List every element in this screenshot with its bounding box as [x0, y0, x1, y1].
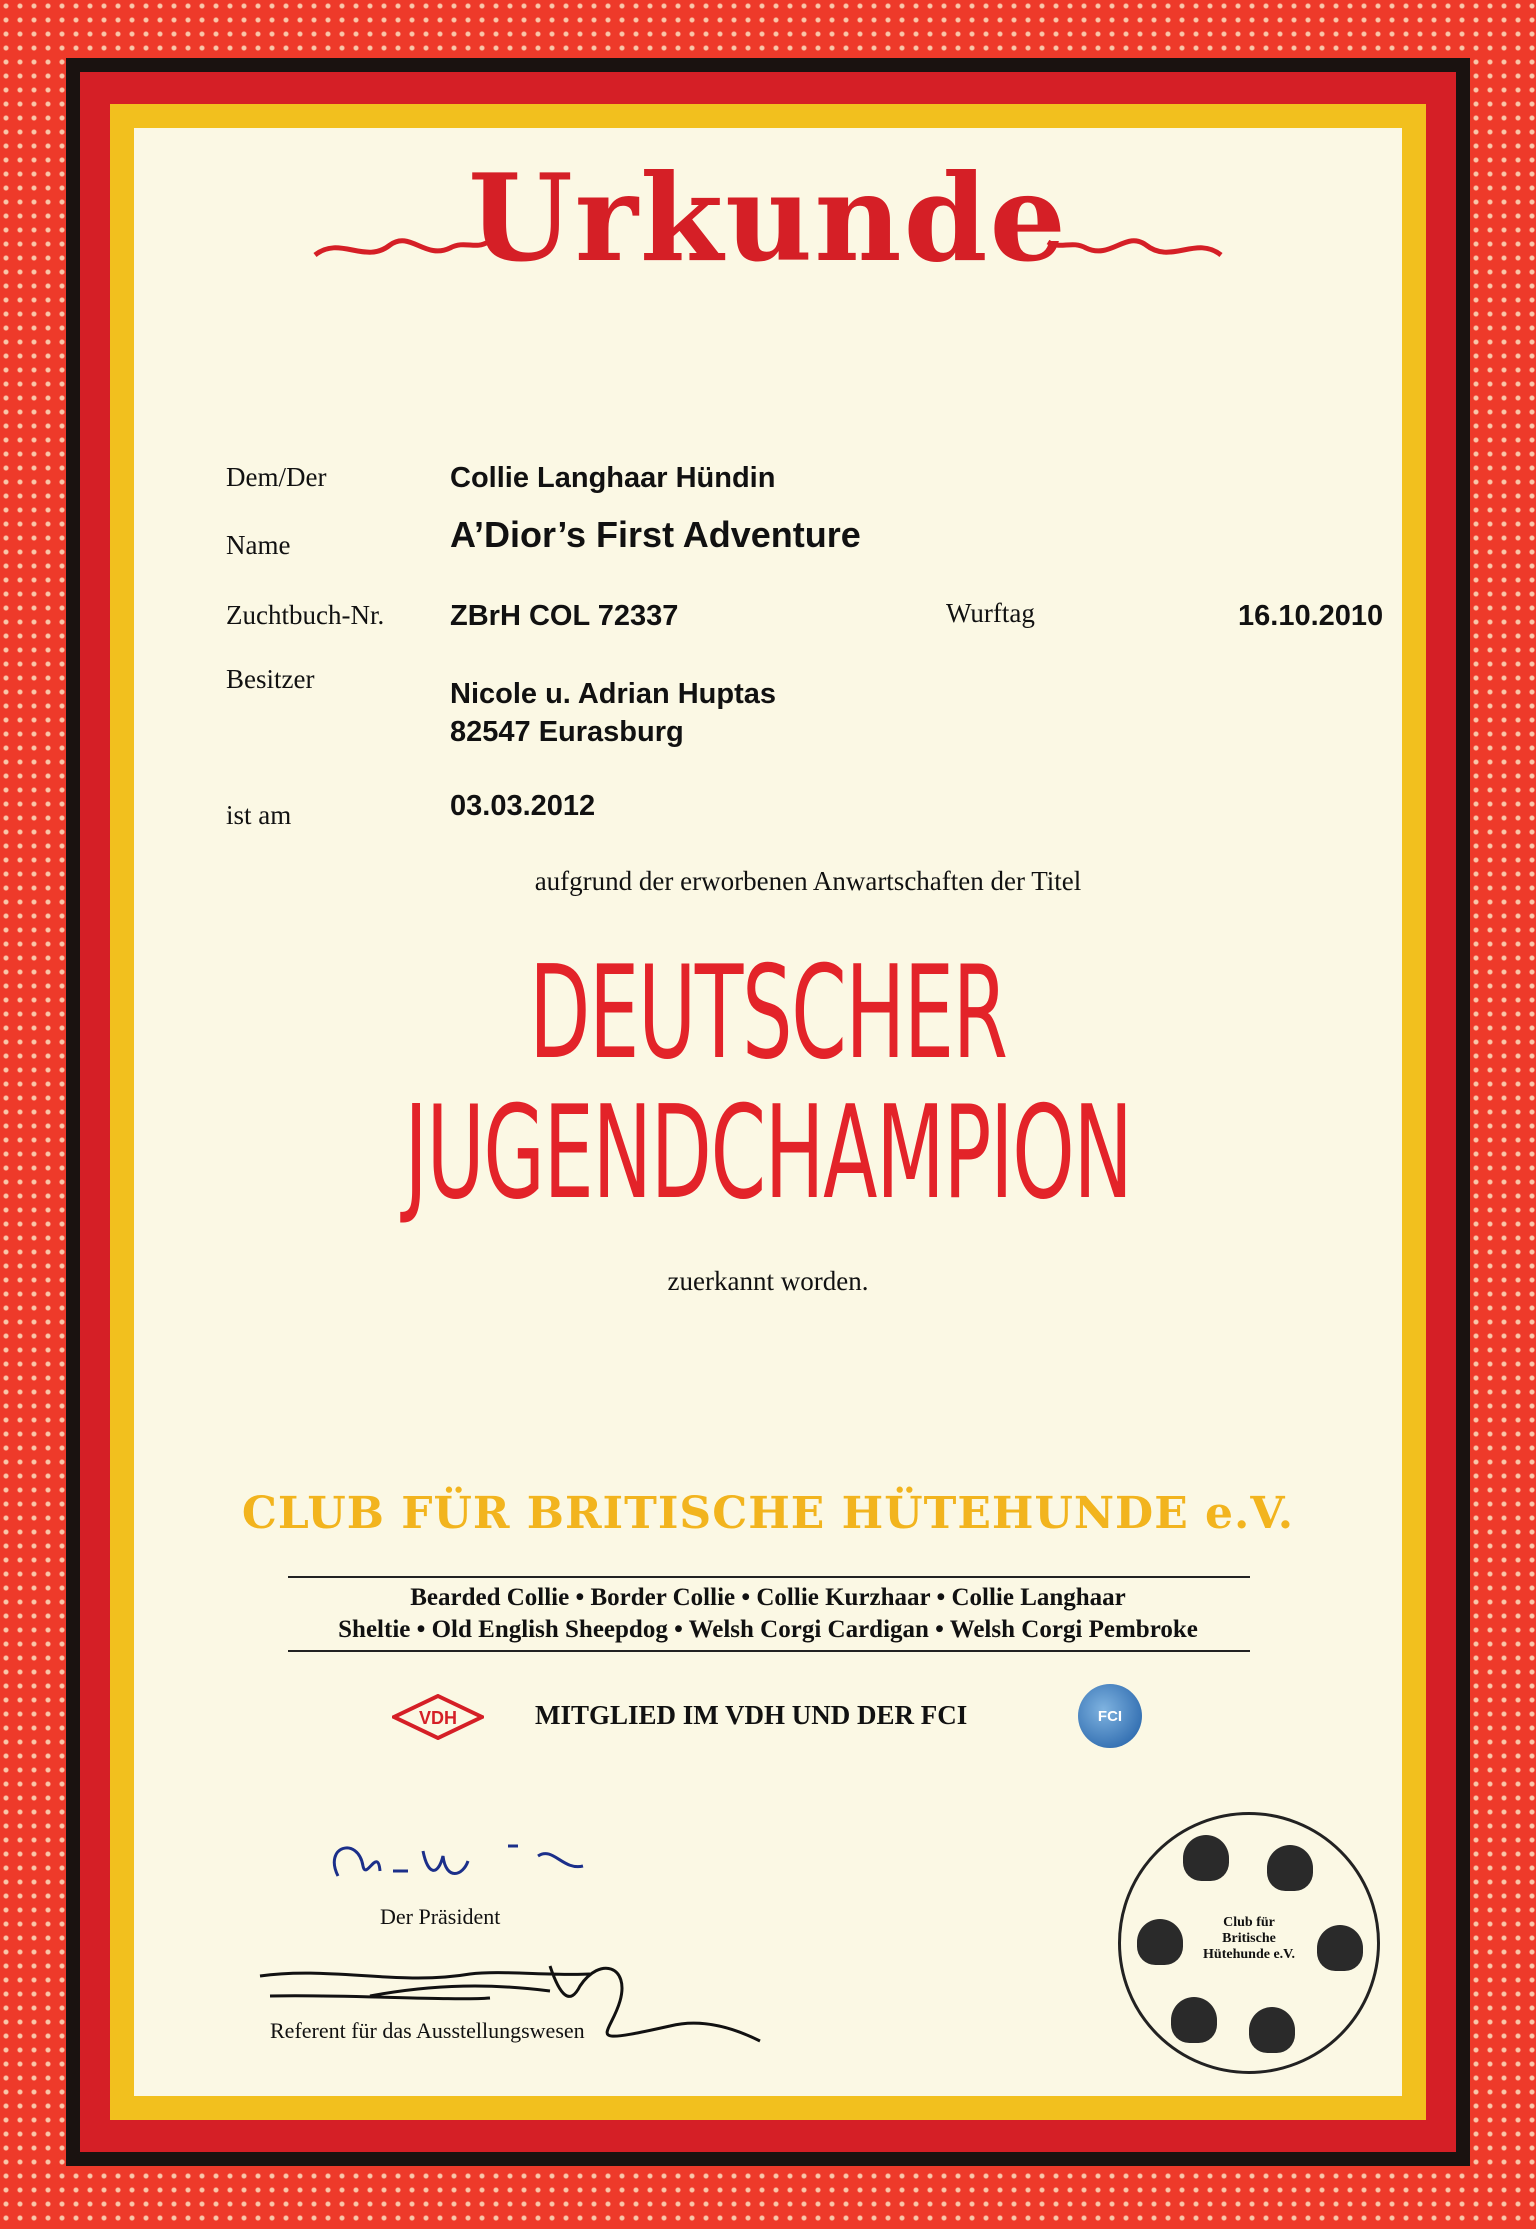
- right-flourish-icon: [1046, 230, 1226, 270]
- dog-head-icon: [1267, 1845, 1313, 1891]
- outro-text: zuerkannt worden.: [667, 1266, 869, 1296]
- club-seal: [1118, 1812, 1380, 2074]
- left-flourish-icon: [310, 230, 490, 270]
- ist-am-value: 03.03.2012: [450, 790, 596, 822]
- champion-title-line2: JUGENDCHAMPION: [404, 1079, 1132, 1228]
- ist-am-label: ist am: [226, 800, 292, 830]
- dog-head-icon: [1249, 2007, 1295, 2053]
- champion-title-line1: DEUTSCHER: [529, 939, 1007, 1088]
- wurftag-label: Wurftag: [946, 598, 1035, 628]
- dem-label: Dem/Der: [226, 462, 327, 492]
- breeds-line2: Sheltie • Old English Sheepdog • Welsh Corgi Cardigan • Welsh Corgi Pembroke: [338, 1616, 1198, 1643]
- membership-text: MITGLIED IM VDH UND DER FCI: [535, 1700, 968, 1730]
- seal-text: [1121, 1915, 1377, 1963]
- name-value: A’Dior’s First Adventure: [450, 514, 861, 555]
- fci-logo-icon: [1078, 1684, 1142, 1748]
- besitzer-label: Besitzer: [226, 664, 315, 694]
- vdh-logo-text: VDH: [418, 1708, 458, 1728]
- name-label: Name: [226, 530, 291, 560]
- president-signature-icon: [318, 1826, 618, 1896]
- wurftag-value: 16.10.2010: [1238, 600, 1384, 632]
- intro-text: aufgrund der erworbenen Anwartschaften der Titel: [534, 866, 1082, 896]
- seal-text-line: Hütehunde e.V.: [1203, 1947, 1295, 1962]
- president-label: Der Präsident: [380, 1904, 501, 1929]
- certificate-title: [0, 148, 1536, 289]
- seal-text-line: Club für: [1223, 1915, 1275, 1930]
- besitzer-line2: 82547 Eurasburg: [450, 716, 684, 748]
- fci-logo-text: FCI: [1097, 1707, 1123, 1725]
- besitzer-line1: Nicole u. Adrian Huptas: [450, 678, 777, 710]
- divider-bottom: [288, 1650, 1250, 1652]
- dog-head-icon: [1183, 1835, 1229, 1881]
- zuchtbuch-label: Zuchtbuch-Nr.: [226, 600, 385, 630]
- title-text: Urkunde: [468, 148, 1068, 289]
- divider-top: [288, 1576, 1250, 1578]
- breeds-line1: Bearded Collie • Border Collie • Collie Kurzhaar • Collie Langhaar: [410, 1584, 1126, 1611]
- club-name: CLUB FÜR BRITISCHE HÜTEHUNDE e.V.: [241, 1488, 1295, 1539]
- seal-text-line: Britische: [1222, 1931, 1276, 1946]
- zuchtbuch-value: ZBrH COL 72337: [450, 600, 679, 632]
- dem-value: Collie Langhaar Hündin: [450, 462, 776, 494]
- vdh-logo-icon: [392, 1694, 484, 1740]
- referent-label: Referent für das Ausstellungswesen: [270, 2018, 585, 2043]
- dog-head-icon: [1171, 1997, 1217, 2043]
